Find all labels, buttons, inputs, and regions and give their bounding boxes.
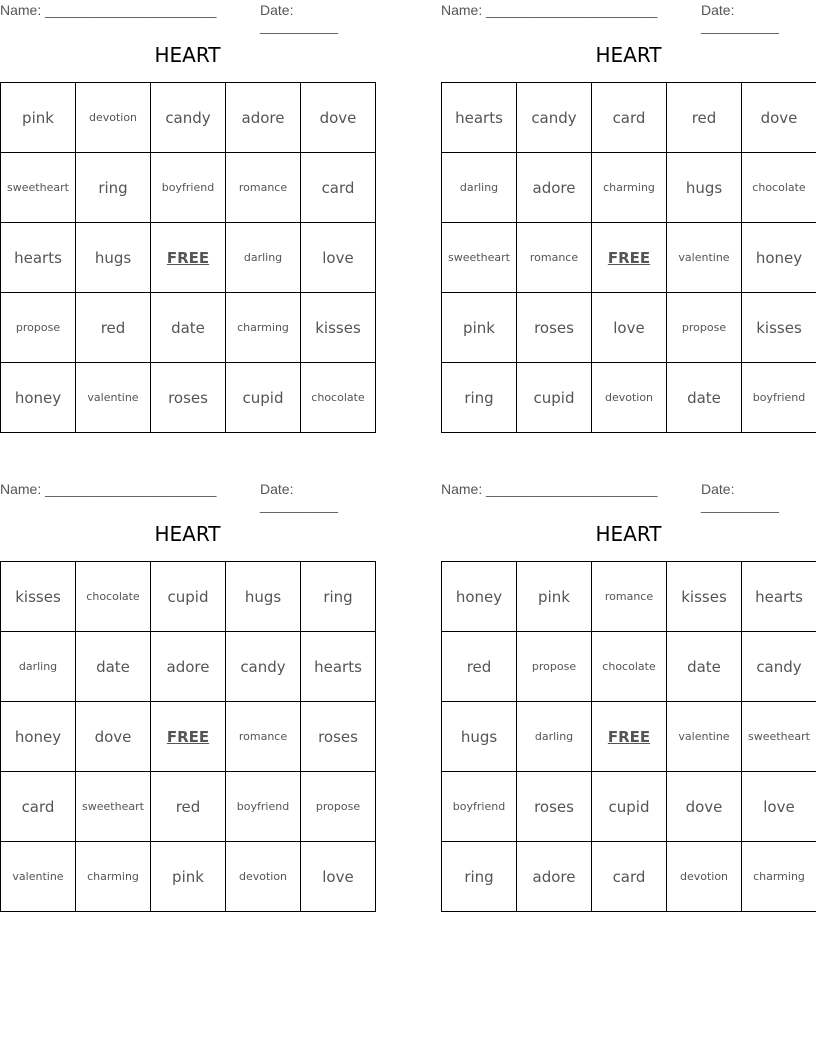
grid-cell: darling: [1, 632, 76, 702]
free-space-cell: FREE: [151, 702, 226, 772]
grid-row: [1, 842, 376, 912]
grid-row: [442, 223, 816, 293]
grid-cell: dove: [667, 772, 742, 842]
card-title: HEART: [595, 522, 662, 546]
grid-cell: love: [742, 772, 816, 842]
grid-row: [1, 83, 376, 153]
grid-row: [442, 293, 816, 363]
grid-cell: boyfriend: [151, 153, 226, 223]
name-field-label: Name: ______________________: [441, 481, 658, 497]
grid-cell: cupid: [517, 363, 592, 433]
date-field-label: Date: __________: [260, 481, 338, 513]
grid-cell: pink: [517, 562, 592, 632]
bingo-card-1: [0, 0, 375, 432]
grid-row: [442, 83, 816, 153]
grid-cell: pink: [442, 293, 517, 363]
grid-cell: adore: [151, 632, 226, 702]
grid-cell: dove: [76, 702, 151, 772]
grid-cell: romance: [226, 153, 301, 223]
date-field-label: Date: __________: [701, 481, 779, 513]
bingo-grid: [0, 561, 376, 912]
grid-cell: propose: [1, 293, 76, 363]
grid-cell: card: [1, 772, 76, 842]
name-field-label: Name: ______________________: [0, 2, 217, 18]
grid-cell: love: [301, 842, 376, 912]
grid-cell: candy: [517, 83, 592, 153]
grid-cell: adore: [517, 153, 592, 223]
grid-cell: roses: [517, 772, 592, 842]
bingo-grid: [441, 82, 816, 433]
grid-cell: devotion: [76, 83, 151, 153]
card-header: [441, 481, 816, 513]
grid-cell: date: [667, 363, 742, 433]
grid-cell: valentine: [1, 842, 76, 912]
grid-row: [1, 562, 376, 632]
grid-cell: roses: [301, 702, 376, 772]
grid-cell: hearts: [1, 223, 76, 293]
card-header: [0, 481, 375, 513]
grid-row: [442, 842, 816, 912]
grid-row: [442, 772, 816, 842]
grid-cell: devotion: [667, 842, 742, 912]
grid-cell: ring: [442, 363, 517, 433]
grid-cell: date: [76, 632, 151, 702]
grid-cell: cupid: [592, 772, 667, 842]
grid-cell: kisses: [742, 293, 816, 363]
grid-row: [442, 562, 816, 632]
grid-cell: love: [592, 293, 667, 363]
grid-cell: valentine: [667, 223, 742, 293]
grid-cell: boyfriend: [442, 772, 517, 842]
date-field-label: Date: __________: [260, 2, 338, 34]
grid-cell: red: [76, 293, 151, 363]
card-title: HEART: [154, 43, 221, 67]
grid-cell: sweetheart: [76, 772, 151, 842]
grid-cell: roses: [517, 293, 592, 363]
grid-cell: sweetheart: [442, 223, 517, 293]
grid-cell: kisses: [1, 562, 76, 632]
grid-cell: honey: [1, 363, 76, 433]
grid-cell: cupid: [151, 562, 226, 632]
grid-cell: red: [667, 83, 742, 153]
grid-cell: cupid: [226, 363, 301, 433]
grid-cell: adore: [226, 83, 301, 153]
card-title: HEART: [595, 43, 662, 67]
grid-cell: valentine: [667, 702, 742, 772]
grid-cell: hearts: [442, 83, 517, 153]
grid-cell: pink: [151, 842, 226, 912]
grid-cell: red: [442, 632, 517, 702]
grid-cell: date: [151, 293, 226, 363]
grid-cell: charming: [226, 293, 301, 363]
grid-cell: chocolate: [301, 363, 376, 433]
grid-cell: darling: [226, 223, 301, 293]
grid-cell: romance: [226, 702, 301, 772]
bingo-card-2: [441, 0, 816, 432]
name-field-label: Name: ______________________: [0, 481, 217, 497]
grid-cell: boyfriend: [742, 363, 816, 433]
card-header: [0, 2, 375, 34]
grid-cell: adore: [517, 842, 592, 912]
grid-row: [442, 363, 816, 433]
grid-cell: chocolate: [742, 153, 816, 223]
grid-cell: kisses: [667, 562, 742, 632]
grid-cell: love: [301, 223, 376, 293]
grid-cell: dove: [742, 83, 816, 153]
grid-cell: honey: [442, 562, 517, 632]
grid-cell: valentine: [76, 363, 151, 433]
grid-row: [1, 772, 376, 842]
grid-row: [442, 702, 816, 772]
grid-cell: propose: [667, 293, 742, 363]
free-space-cell: FREE: [151, 223, 226, 293]
grid-cell: roses: [151, 363, 226, 433]
bingo-grid: [441, 561, 816, 912]
grid-cell: darling: [442, 153, 517, 223]
grid-cell: chocolate: [76, 562, 151, 632]
grid-row: [1, 153, 376, 223]
grid-cell: sweetheart: [1, 153, 76, 223]
grid-cell: devotion: [226, 842, 301, 912]
grid-cell: romance: [517, 223, 592, 293]
grid-cell: card: [592, 83, 667, 153]
grid-cell: ring: [442, 842, 517, 912]
grid-cell: red: [151, 772, 226, 842]
grid-cell: candy: [742, 632, 816, 702]
grid-cell: kisses: [301, 293, 376, 363]
grid-cell: ring: [301, 562, 376, 632]
grid-cell: card: [592, 842, 667, 912]
grid-cell: hugs: [226, 562, 301, 632]
name-field-label: Name: ______________________: [441, 2, 658, 18]
grid-cell: hugs: [76, 223, 151, 293]
date-field-label: Date: __________: [701, 2, 779, 34]
grid-cell: candy: [226, 632, 301, 702]
grid-row: [1, 702, 376, 772]
grid-cell: pink: [1, 83, 76, 153]
free-space-cell: FREE: [592, 702, 667, 772]
grid-cell: card: [301, 153, 376, 223]
grid-cell: candy: [151, 83, 226, 153]
grid-cell: date: [667, 632, 742, 702]
grid-row: [442, 632, 816, 702]
grid-row: [1, 293, 376, 363]
grid-cell: propose: [517, 632, 592, 702]
grid-cell: darling: [517, 702, 592, 772]
grid-row: [1, 632, 376, 702]
bingo-card-4: [441, 479, 816, 911]
grid-cell: charming: [592, 153, 667, 223]
grid-cell: romance: [592, 562, 667, 632]
free-space-cell: FREE: [592, 223, 667, 293]
grid-cell: propose: [301, 772, 376, 842]
grid-cell: ring: [76, 153, 151, 223]
grid-cell: charming: [76, 842, 151, 912]
grid-cell: hearts: [301, 632, 376, 702]
grid-row: [1, 363, 376, 433]
grid-cell: charming: [742, 842, 816, 912]
grid-cell: sweetheart: [742, 702, 816, 772]
grid-cell: honey: [1, 702, 76, 772]
card-header: [441, 2, 816, 34]
grid-cell: honey: [742, 223, 816, 293]
bingo-card-3: [0, 479, 375, 911]
grid-row: [1, 223, 376, 293]
grid-cell: hearts: [742, 562, 816, 632]
grid-cell: dove: [301, 83, 376, 153]
grid-cell: devotion: [592, 363, 667, 433]
grid-cell: hugs: [667, 153, 742, 223]
grid-cell: chocolate: [592, 632, 667, 702]
grid-cell: boyfriend: [226, 772, 301, 842]
card-title: HEART: [154, 522, 221, 546]
bingo-grid: [0, 82, 376, 433]
grid-cell: hugs: [442, 702, 517, 772]
grid-row: [442, 153, 816, 223]
